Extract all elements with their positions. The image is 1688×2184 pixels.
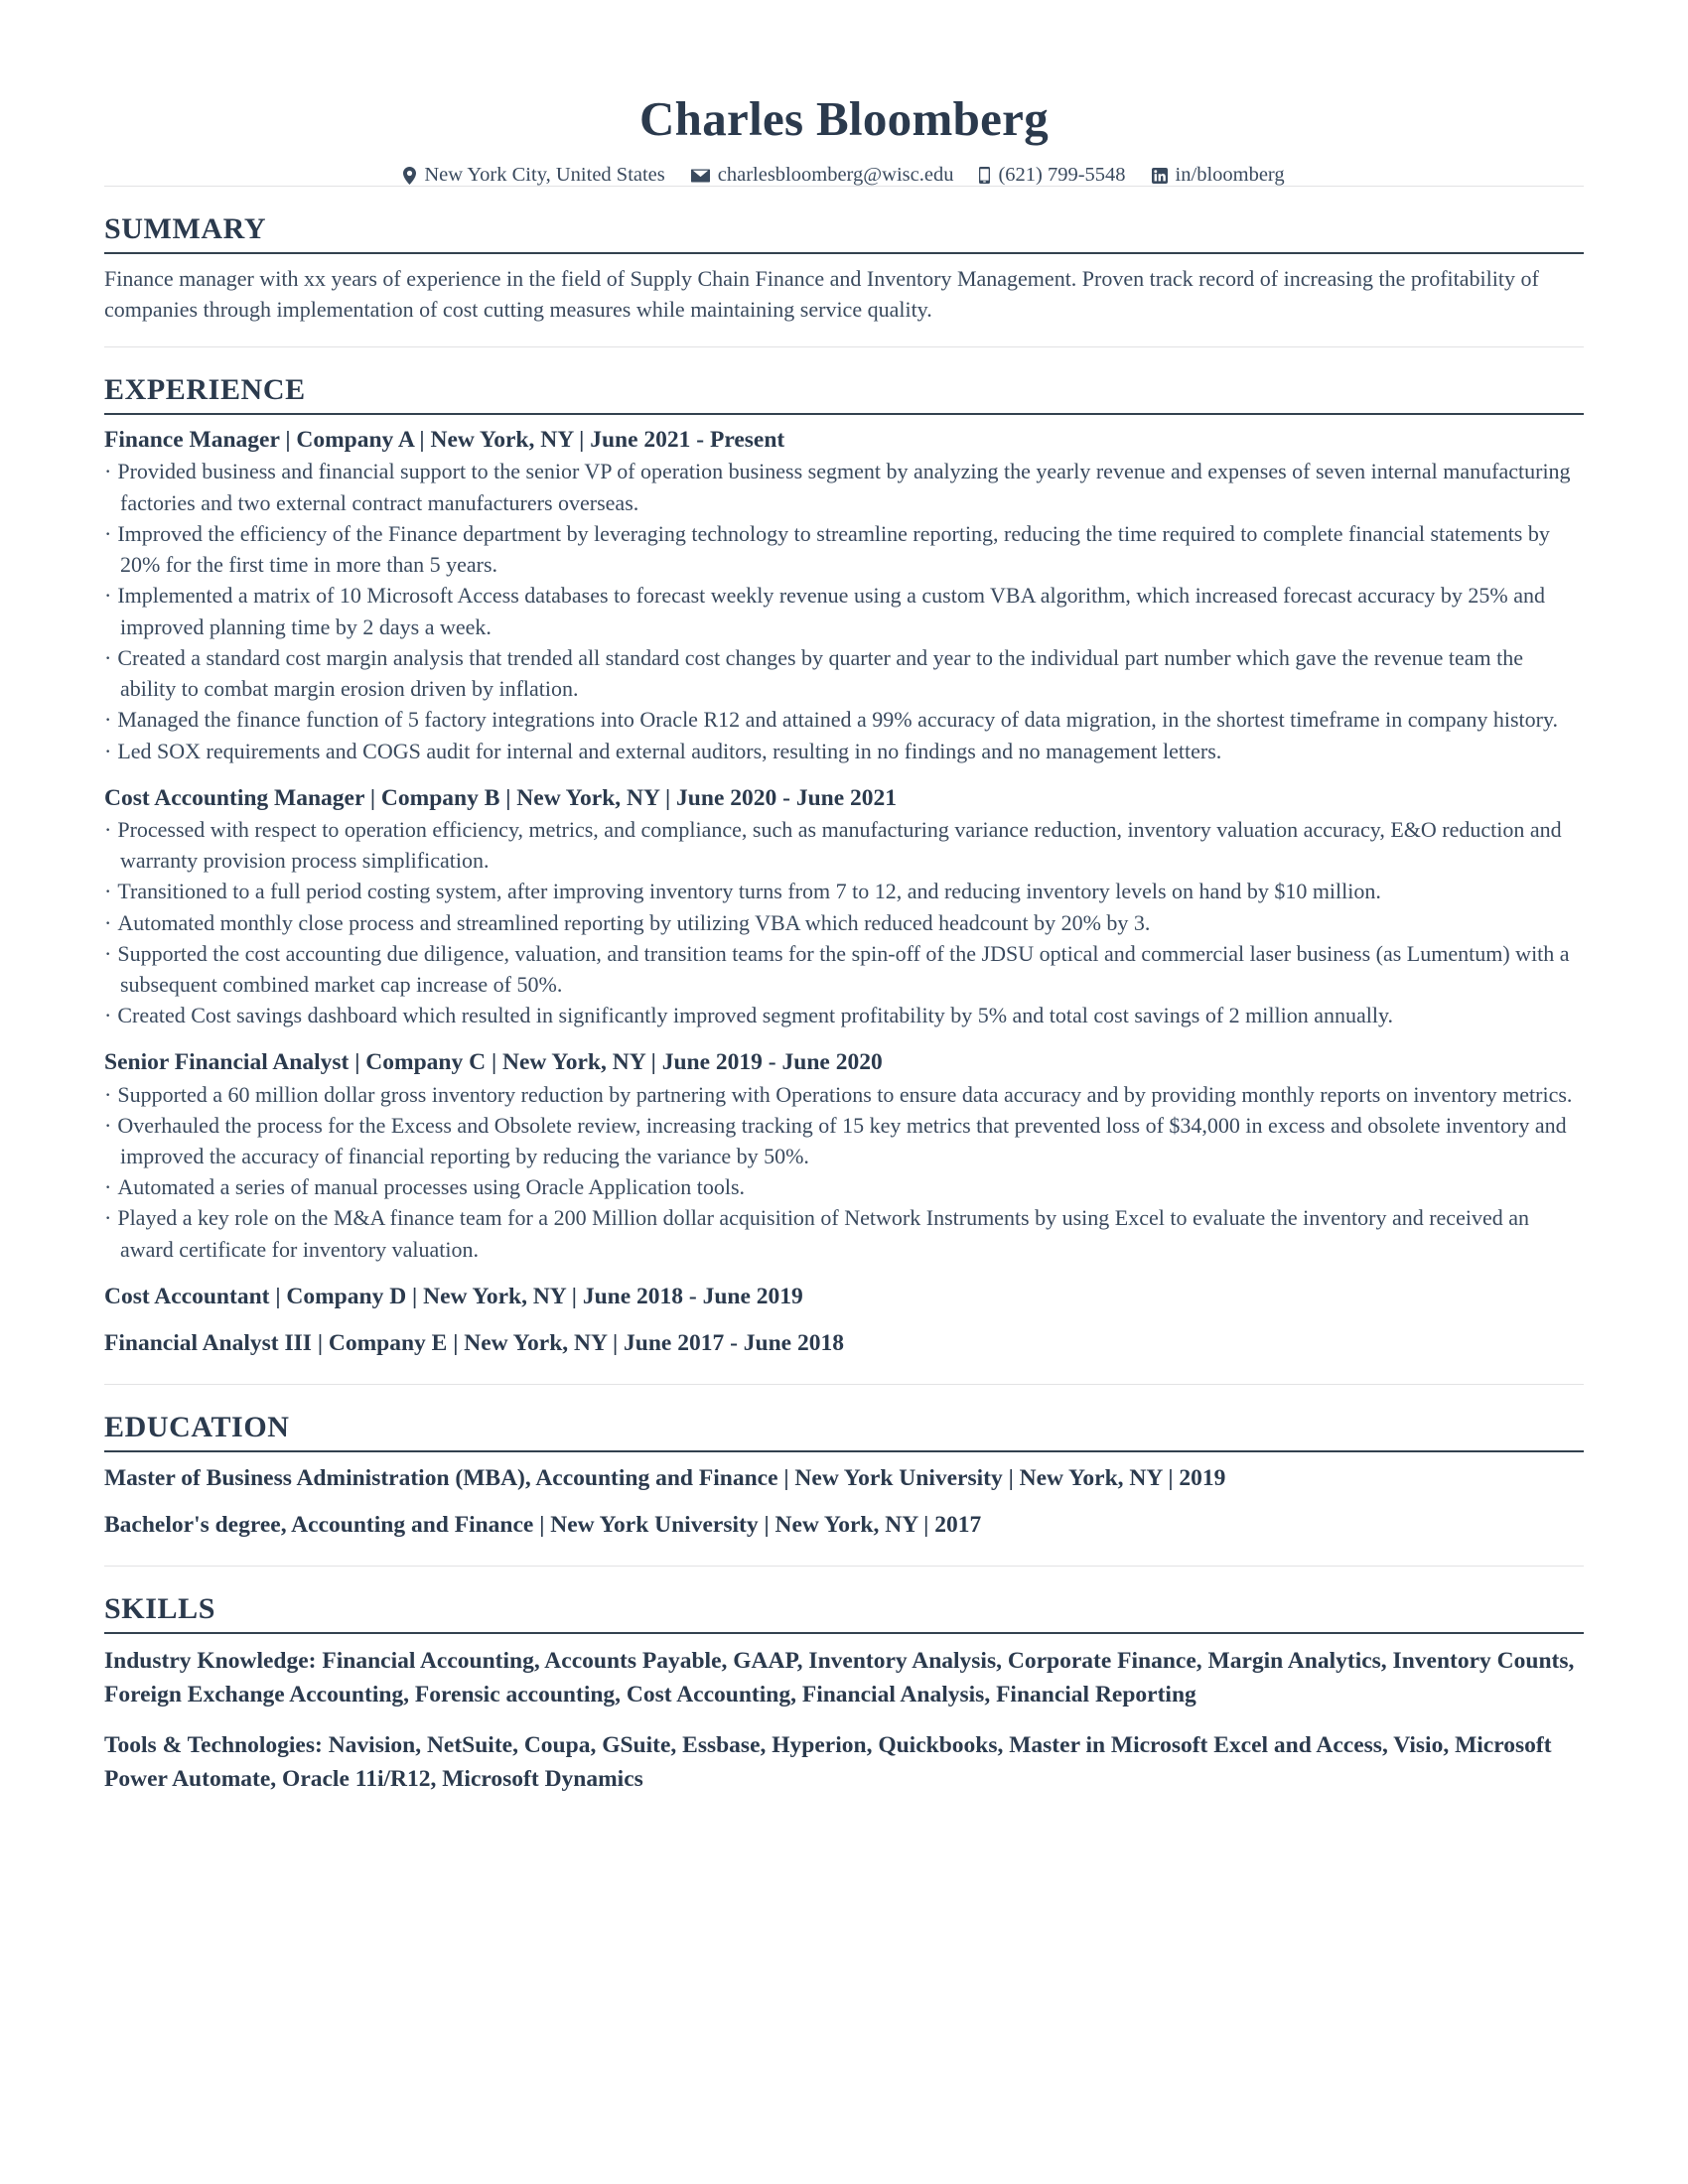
bullet-marker: · (104, 1112, 112, 1138)
contact-item[interactable] (1152, 165, 1285, 186)
linkedin-icon (1152, 168, 1168, 184)
bullet-marker: · (104, 1003, 112, 1028)
experience-bullet (104, 1110, 1584, 1171)
map-pin-icon (403, 167, 416, 185)
bullet-text: Created a standard cost margin analysis that trended all standard cost changes by quarter and year to the individual part number which gave the revenue team the ability to combat margin erosion driven by inflation. (117, 644, 1523, 702)
bullet-marker: · (104, 1205, 112, 1231)
experience-entry-title: Cost Accounting Manager | Company B | New York, NY | June 2020 - June 2021 (104, 784, 898, 811)
experience-entry (104, 1328, 1584, 1358)
experience-bullet (104, 814, 1584, 876)
contact-text: charlesbloomberg@wisc.edu (717, 164, 954, 187)
contact-item[interactable] (691, 165, 954, 186)
bullet-text: Implemented a matrix of 10 Microsoft Access databases to forecast weekly revenue using a custom VBA algorithm, which increased forecast accuracy by 25% and improved planning time by 2 days a week. (117, 583, 1545, 639)
bullet-marker: · (104, 459, 112, 484)
education-entry: Bachelor's degree, Accounting and Finance | New York University | New York, NY | 2017 (104, 1511, 982, 1538)
bullet-text: Overhauled the process for the Excess and Obsolete review, increasing tracking of 15 key metrics that prevented loss of $34,000 in excess and obsolete inventory and improved the accuracy of financial reporting by reducing the variance by 50%. (117, 1112, 1567, 1168)
section-title-skills: SKILLS (104, 1592, 215, 1626)
experience-bullet (104, 456, 1584, 517)
bullet-text: Automated a series of manual processes using Oracle Application tools. (117, 1174, 746, 1200)
section-title-experience: EXPERIENCE (104, 373, 306, 407)
bullet-marker: · (104, 1081, 112, 1107)
section-title-education: EDUCATION (104, 1411, 290, 1444)
section-rule-education (104, 1450, 1584, 1452)
envelope-icon (691, 169, 710, 183)
experience-bullet (104, 642, 1584, 704)
experience-entry-title: Finance Manager | Company A | New York, NY | June 2021 - Present (104, 427, 785, 454)
bullet-marker: · (104, 816, 112, 842)
section-summary (104, 212, 1584, 325)
bullet-text: Played a key role on the M&A finance team for a 200 Million dollar acquisition of Network Instruments by using Excel to evaluate the inventory and received an award certificate for inventory valuation. (117, 1205, 1529, 1262)
bullet-marker: · (104, 583, 112, 609)
experience-bullet (104, 736, 1584, 766)
section-rule-experience (104, 413, 1584, 415)
experience-bullet-list (104, 456, 1584, 765)
bullet-marker: · (104, 940, 112, 966)
contact-line (104, 165, 1584, 186)
experience-entry (104, 1282, 1584, 1311)
contact-item[interactable] (403, 165, 664, 186)
bullet-marker: · (104, 644, 112, 670)
contact-text: (621) 799-5548 (998, 164, 1126, 187)
experience-bullet (104, 1171, 1584, 1202)
bullet-text: Automated monthly close process and streamlined reporting by utilizing VBA which reduced headcount by 20% by 3. (117, 909, 1151, 935)
summary-divider (104, 346, 1584, 347)
experience-entry (104, 1047, 1584, 1264)
experience-divider (104, 1384, 1584, 1385)
experience-entry-title: Senior Financial Analyst | Company C | New York, NY | June 2019 - June 2020 (104, 1049, 883, 1076)
section-rule-summary (104, 252, 1584, 254)
bullet-text: Processed with respect to operation efficiency, metrics, and compliance, such as manufacturing variance reduction, inventory valuation accuracy, E&O reduction and warranty provision process simplification. (117, 816, 1562, 874)
phone-icon (979, 167, 990, 184)
resume-header (104, 91, 1584, 186)
experience-bullet (104, 580, 1584, 641)
bullet-text: Created Cost savings dashboard which resulted in significantly improved segment profitability by 5% and total cost savings of 2 million annually. (117, 1003, 1394, 1028)
experience-bullet (104, 938, 1584, 1000)
bullet-text: Managed the finance function of 5 factory integrations into Oracle R12 and attained a 99% accuracy of data migration, in the shortest timeframe in company history. (117, 707, 1559, 733)
experience-bullet (104, 518, 1584, 580)
experience-bullet-list (104, 814, 1584, 1031)
experience-bullet (104, 1202, 1584, 1264)
experience-entry-title: Cost Accountant | Company D | New York, NY | June 2018 - June 2019 (104, 1283, 803, 1309)
bullet-marker: · (104, 738, 112, 763)
experience-entry (104, 783, 1584, 1031)
education-entry: Master of Business Administration (MBA), Accounting and Finance | New York University | New York, NY | 2019 (104, 1465, 1226, 1492)
bullet-text: Supported a 60 million dollar gross inventory reduction by partnering with Operations to ensure data accuracy and by providing monthly reports on inventory metrics. (117, 1081, 1573, 1107)
skills-entries (104, 1645, 1584, 1796)
section-education (104, 1411, 1584, 1540)
section-experience (104, 373, 1584, 1358)
skills-entry: Industry Knowledge: Financial Accounting, Accounts Payable, GAAP, Inventory Analysis, Corporate Finance, Margin Analytics, Inventory Counts, Foreign Exchange Accounting, Forensic accounting, Cost Accounting, Financial Analysis, Financial Reporting (104, 1648, 1575, 1708)
bullet-text: Led SOX requirements and COGS audit for internal and external auditors, resulting in no findings and no management letters. (117, 738, 1222, 763)
bullet-marker: · (104, 879, 112, 904)
contact-item[interactable] (979, 165, 1125, 186)
section-title-summary: SUMMARY (104, 211, 267, 245)
bullet-text: Supported the cost accounting due diligence, valuation, and transition teams for the spin-off of the JDSU optical and commercial laser business (as Lumentum) with a subsequent combined market cap increase of 50%. (117, 940, 1570, 997)
bullet-marker: · (104, 909, 112, 935)
contact-text: in/bloomberg (1175, 164, 1285, 187)
experience-bullet (104, 704, 1584, 735)
skills-entry: Tools & Technologies: Navision, NetSuite, Coupa, GSuite, Essbase, Hyperion, Quickbooks, Master in Microsoft Excel and Access, Visio, Microsoft Power Automate, Oracle 11i/R12, Microsoft Dynamics (104, 1731, 1552, 1792)
bullet-text: Improved the efficiency of the Finance department by leveraging technology to streamline reporting, reducing the time required to complete financial statements by 20% for the first time in more than 5 years. (117, 520, 1550, 578)
experience-entry-title: Financial Analyst III | Company E | New York, NY | June 2017 - June 2018 (104, 1330, 844, 1357)
page-title: Charles Bloomberg (638, 91, 1050, 146)
bullet-text: Transitioned to a full period costing system, after improving inventory turns from 7 to 12, and reducing inventory levels on hand by $10 million. (117, 879, 1381, 904)
bullet-text: Provided business and financial support to the senior VP of operation business segment by analyzing the yearly revenue and expenses of seven internal manufacturing factories and two external contract manufacturers overseas. (117, 459, 1571, 515)
bullet-marker: · (104, 1174, 112, 1200)
experience-entries (104, 425, 1584, 1358)
experience-entry (104, 425, 1584, 765)
experience-bullet-list (104, 1079, 1584, 1265)
experience-bullet (104, 1079, 1584, 1110)
experience-bullet (104, 907, 1584, 938)
education-divider (104, 1566, 1584, 1567)
section-rule-skills (104, 1632, 1584, 1634)
education-entries (104, 1463, 1584, 1540)
section-skills (104, 1592, 1584, 1796)
summary-text: Finance manager with xx years of experience in the field of Supply Chain Finance and Inventory Management. Proven track record of increasing the profitability of companies through implementation of cost cutting measures while maintaining service quality. (104, 265, 1539, 323)
bullet-marker: · (104, 520, 112, 546)
contact-text: New York City, United States (424, 164, 665, 187)
bullet-marker: · (104, 707, 112, 733)
experience-bullet (104, 1000, 1584, 1030)
experience-bullet (104, 876, 1584, 906)
